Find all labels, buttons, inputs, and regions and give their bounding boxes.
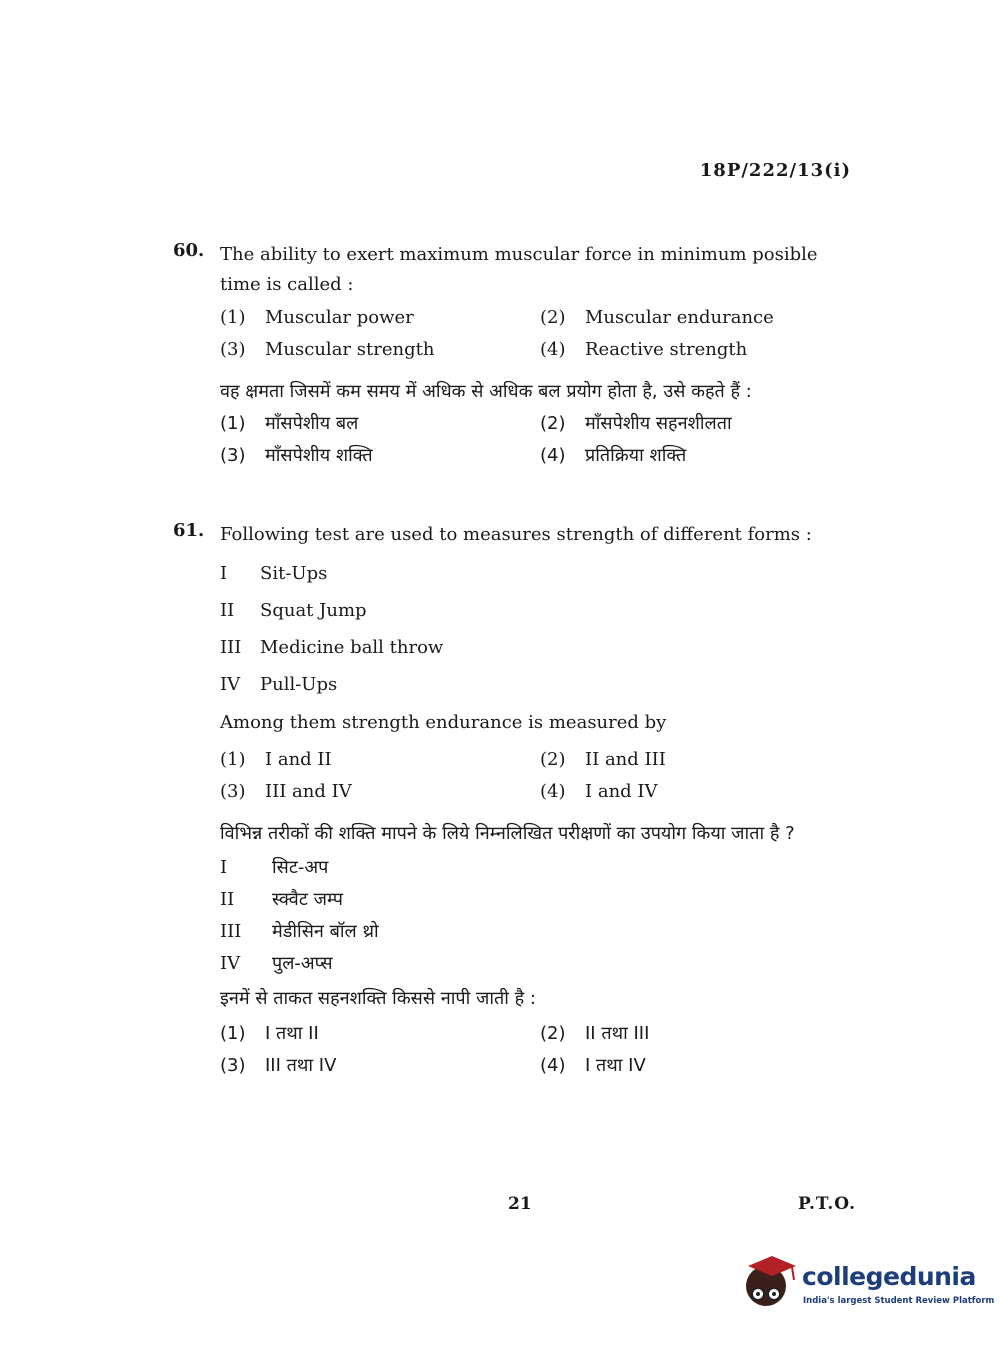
- option: [220, 442, 540, 470]
- list-item: [220, 950, 853, 982]
- option-text: III तथा IV: [265, 1055, 337, 1076]
- option: [220, 778, 540, 806]
- option-text: I तथा II: [265, 1023, 319, 1044]
- option: [220, 304, 540, 332]
- question-number: 61.: [173, 520, 205, 541]
- roman-numeral: III: [220, 637, 242, 658]
- option-text: Muscular endurance: [585, 307, 774, 328]
- list-item: [220, 854, 853, 886]
- sub-question-en: Among them strength endurance is measured by: [220, 712, 667, 733]
- option-number: (4): [540, 339, 566, 360]
- option-number: (3): [220, 781, 246, 802]
- option: [540, 410, 860, 438]
- option: [540, 304, 860, 332]
- list-item-text: स्क्वैट जम्प: [272, 889, 343, 910]
- option-number: (4): [540, 781, 566, 802]
- option-number: (4): [540, 445, 566, 466]
- option-text: I and IV: [585, 781, 658, 802]
- option-number: (2): [540, 1023, 566, 1044]
- option: [540, 336, 860, 364]
- list-item-text: Medicine ball throw: [260, 637, 444, 658]
- option: [220, 336, 540, 364]
- option-text: I and II: [265, 749, 332, 770]
- option: [540, 778, 860, 806]
- options-en: [220, 746, 853, 806]
- question-text-hi: विभिन्न तरीकों की शक्ति मापने के लिये निम्नलिखित परीक्षणों का उपयोग किया जाता है ?: [220, 823, 795, 844]
- option-text: Muscular strength: [265, 339, 435, 360]
- option-number: (2): [540, 749, 566, 770]
- option-text: II तथा III: [585, 1023, 650, 1044]
- question-60: [173, 240, 853, 470]
- option-number: (1): [220, 413, 246, 434]
- option: [220, 746, 540, 774]
- roman-numeral: II: [220, 889, 235, 910]
- option-number: (3): [220, 1055, 246, 1076]
- option: [540, 1020, 860, 1048]
- option-text: III and IV: [265, 781, 352, 802]
- option-text: माँसपेशीय शक्ति: [265, 445, 373, 466]
- logo-name: collegedunia: [802, 1262, 976, 1291]
- question-text-hi: वह क्षमता जिसमें कम समय में अधिक से अधिक बल प्रयोग होता है, उसे कहते हैं :: [220, 381, 752, 402]
- pto-label: P.T.O.: [798, 1194, 856, 1214]
- test-list-hi: [220, 854, 853, 982]
- sub-question-hi: इनमें से ताकत सहनशक्ति किससे नापी जाती है :: [220, 988, 536, 1009]
- list-item-text: पुल-अप्स: [272, 953, 333, 974]
- option-text: Muscular power: [265, 307, 414, 328]
- option: [220, 1052, 540, 1080]
- test-list-en: [220, 560, 853, 708]
- option-number: (3): [220, 445, 246, 466]
- list-item: [220, 886, 853, 918]
- options-hi: [220, 410, 853, 470]
- option-text: माँसपेशीय सहनशीलता: [585, 413, 732, 434]
- option-number: (1): [220, 307, 246, 328]
- list-item: [220, 918, 853, 950]
- option-number: (2): [540, 307, 566, 328]
- list-item: [220, 560, 853, 597]
- options-hi: [220, 1020, 853, 1080]
- option: [220, 410, 540, 438]
- options-en: [220, 304, 853, 364]
- list-item-text: मेडीसिन बॉल थ्रो: [272, 921, 379, 942]
- option-number: (1): [220, 1023, 246, 1044]
- option-text: II and III: [585, 749, 666, 770]
- option: [540, 746, 860, 774]
- page-number: 21: [508, 1194, 532, 1214]
- option-number: (3): [220, 339, 246, 360]
- question-61: [173, 520, 853, 1080]
- roman-numeral: I: [220, 563, 228, 584]
- roman-numeral: I: [220, 857, 228, 878]
- roman-numeral: IV: [220, 953, 241, 974]
- list-item-text: Sit-Ups: [260, 563, 328, 584]
- option-text: माँसपेशीय बल: [265, 413, 359, 434]
- list-item-text: Pull-Ups: [260, 674, 338, 695]
- list-item: [220, 634, 853, 671]
- question-number: 60.: [173, 240, 205, 261]
- option: [220, 1020, 540, 1048]
- list-item: [220, 597, 853, 634]
- collegedunia-logo: [742, 1250, 995, 1320]
- roman-numeral: II: [220, 600, 235, 621]
- paper-code: 18P/222/13(i): [699, 160, 851, 181]
- option-number: (1): [220, 749, 246, 770]
- list-item: [220, 671, 853, 708]
- option-number: (2): [540, 413, 566, 434]
- option-text: प्रतिक्रिया शक्ति: [585, 445, 687, 466]
- roman-numeral: IV: [220, 674, 241, 695]
- list-item-text: Squat Jump: [260, 600, 367, 621]
- question-text-en: Following test are used to measures strength of different forms :: [220, 524, 812, 545]
- list-item-text: सिट-अप: [272, 857, 329, 878]
- question-text-en: The ability to exert maximum muscular force in minimum posible time is called :: [220, 244, 818, 295]
- logo-tagline: India's largest Student Review Platform: [803, 1296, 995, 1306]
- option: [540, 442, 860, 470]
- option: [540, 1052, 860, 1080]
- option-text: Reactive strength: [585, 339, 748, 360]
- roman-numeral: III: [220, 921, 242, 942]
- option-text: I तथा IV: [585, 1055, 646, 1076]
- mascot-icon: [742, 1250, 800, 1316]
- option-number: (4): [540, 1055, 566, 1076]
